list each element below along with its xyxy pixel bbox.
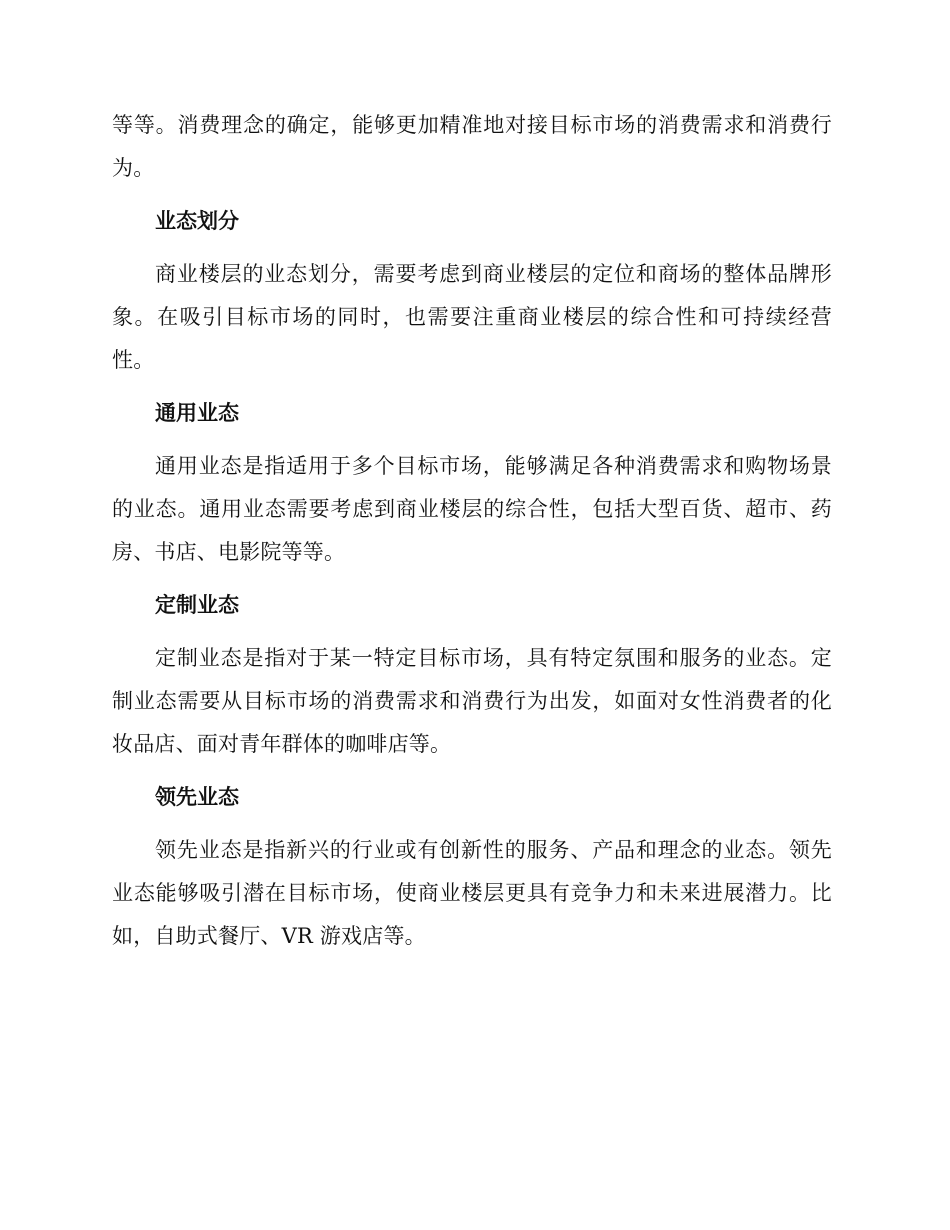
section-body-custom-format: 定制业态是指对于某一特定目标市场，具有特定氛围和服务的业态。定制业态需要从目标市场的消费需求和消费行为出发，如面对女性消费者的化妆品店、面对青年群体的咖啡店等。	[112, 646, 832, 756]
intro-paragraph: 等等。消费理念的确定，能够更加精准地对接目标市场的消费需求和消费行为。	[112, 113, 832, 180]
document-page	[112, 104, 832, 958]
section-heading-custom-format: 定制业态	[155, 593, 239, 617]
section-body-general-format: 通用业态是指适用于多个目标市场，能够满足各种消费需求和购物场景的业态。通用业态需要考虑到商业楼层的综合性，包括大型百货、超市、药房、书店、电影院等等。	[112, 454, 832, 564]
section-heading-format-division: 业态划分	[155, 209, 239, 233]
section-body-leading-format: 领先业态是指新兴的行业或有创新性的服务、产品和理念的业态。领先业态能够吸引潜在目标市场，使商业楼层更具有竞争力和未来进展潜力。比如，自助式餐厅、VR 游戏店等。	[112, 838, 832, 948]
section-body-format-division: 商业楼层的业态划分，需要考虑到商业楼层的定位和商场的整体品牌形象。在吸引目标市场的同时，也需要注重商业楼层的综合性和可持续经营性。	[112, 262, 832, 372]
section-heading-leading-format: 领先业态	[155, 785, 239, 809]
section-heading-general-format: 通用业态	[155, 401, 239, 425]
